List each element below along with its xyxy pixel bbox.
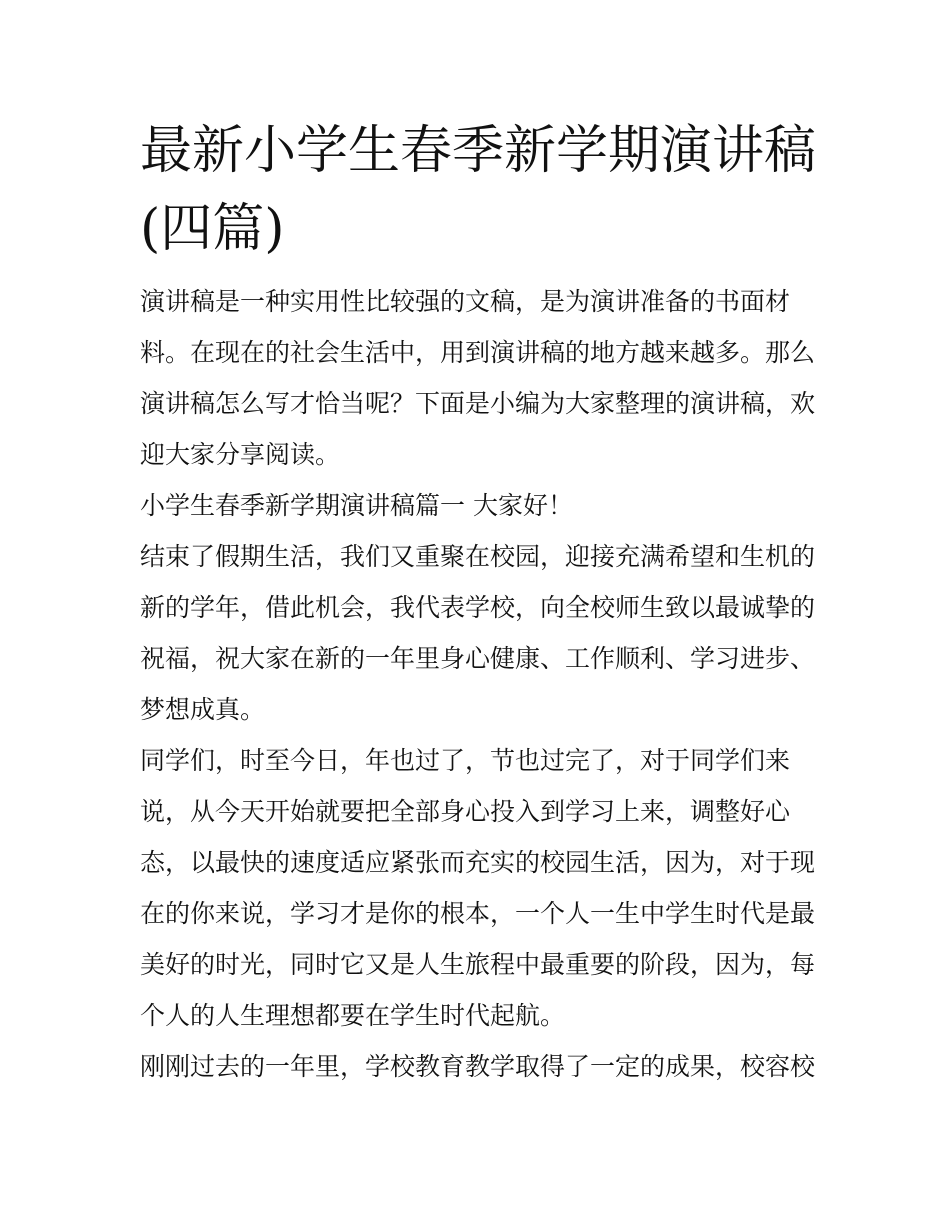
paragraph-students: 同学们，时至今日，年也过了，节也过完了，对于同学们来说，从今天开始就要把全部身心投入到学习上来，调整好心态，以最快的速度适应紧张而充实的校园生活，因为，对于现在的你来说，学习才是你的根本，一个人一生中学生时代是最美好的时光，同时它又是人生旅程中最重要的阶段，因为，每个人的人生理想都要在学生时代起航。 bbox=[140, 746, 816, 1030]
document-body bbox=[140, 276, 816, 1092]
paragraph-past-year: 刚刚过去的一年里，学校教育教学取得了一定的成果，校容校 bbox=[140, 1052, 816, 1081]
paragraph-greeting: 结束了假期生活，我们又重聚在校园，迎接充满希望和生机的新的学年，借此机会，我代表学校，向全校师生致以最诚挚的祝福，祝大家在新的一年里身心健康、工作顺利、学习进步、梦想成真。 bbox=[140, 542, 816, 724]
paragraph-intro: 演讲稿是一种实用性比较强的文稿，是为演讲准备的书面材料。在现在的社会生活中，用到演讲稿的地方越来越多。那么演讲稿怎么写才恰当呢？下面是小编为大家整理的演讲稿，欢迎大家分享阅读。 bbox=[140, 287, 816, 469]
document-title: 最新小学生春季新学期演讲稿(四篇) bbox=[140, 121, 817, 259]
paragraph-section-heading: 小学生春季新学期演讲稿篇一 大家好！ bbox=[140, 491, 573, 520]
